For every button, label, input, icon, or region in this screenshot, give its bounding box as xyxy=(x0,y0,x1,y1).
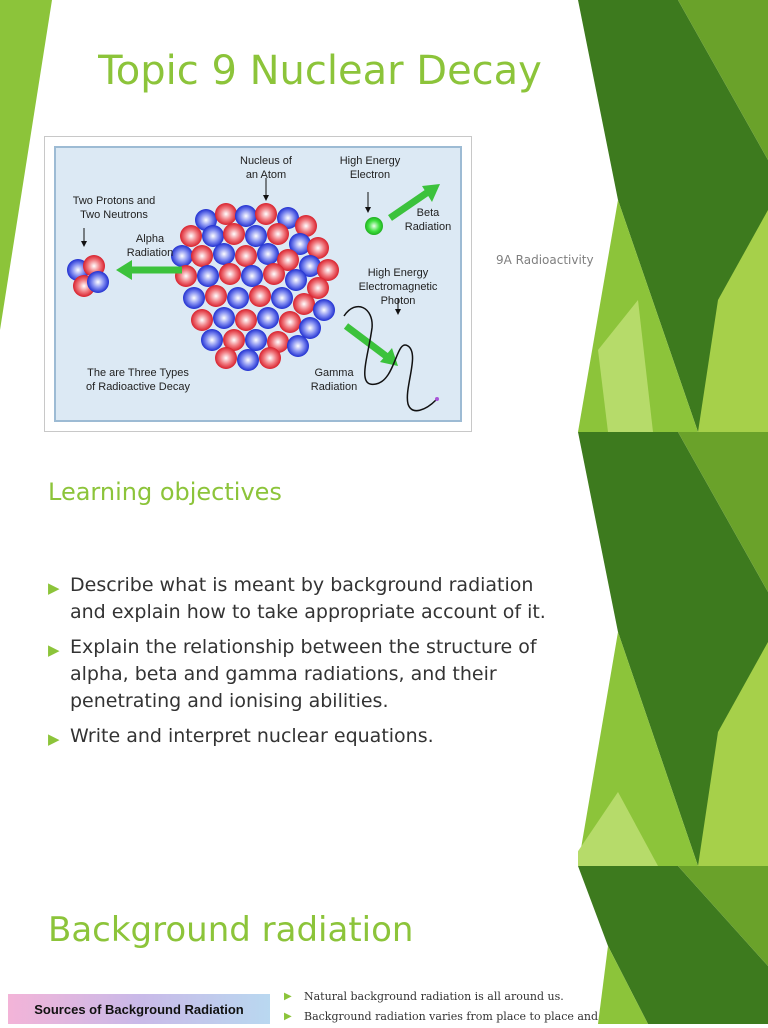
list-item xyxy=(284,1008,604,1026)
slide-subtitle: 9A Radioactivity xyxy=(496,253,594,267)
objective-text: Describe what is meant by background radiation and explain how to take appropriate account of it. xyxy=(70,574,546,623)
right-green-facets-decoration xyxy=(578,432,768,866)
sources-banner xyxy=(8,994,270,1024)
beta-label: Beta Radiation xyxy=(404,207,452,233)
objective-text: Explain the relationship between the structure of alpha, beta and gamma radiations, and their penetrating and ionising abilities. xyxy=(70,636,537,712)
bullet-text: Natural background radiation is all around us. xyxy=(304,990,564,1003)
alpha-arrow xyxy=(116,260,182,280)
alpha-particle xyxy=(67,255,109,297)
decay-types-label: The are Three Types of Radioactive Decay xyxy=(86,367,190,393)
bullet-text: Background radiation varies from place to place and xyxy=(304,1010,599,1023)
background-radiation-list xyxy=(284,988,604,1028)
diagram-panel xyxy=(54,146,462,422)
slide-title: Background radiation xyxy=(48,910,414,950)
triangle-right-icon: ▶ xyxy=(48,579,60,597)
right-green-facets-decoration xyxy=(578,866,768,1024)
triangle-right-icon: ▶ xyxy=(48,730,60,748)
triangle-right-icon: ▶ xyxy=(48,641,60,659)
electron-label: High Energy Electron xyxy=(339,155,401,181)
gamma-wave-end xyxy=(435,397,439,401)
photon-label: High Energy Electromagnetic Photon xyxy=(358,267,438,307)
list-item xyxy=(48,572,568,626)
objective-text: Write and interpret nuclear equations. xyxy=(70,725,434,747)
radioactive-decay-diagram xyxy=(44,136,472,432)
list-item xyxy=(48,723,568,750)
nucleus-label: Nucleus of an Atom xyxy=(240,155,292,181)
objectives-list xyxy=(48,572,568,758)
list-item xyxy=(284,988,604,1006)
protons-neutrons-label: Two Protons and Two Neutrons xyxy=(72,195,156,221)
slide-topic-9 xyxy=(0,0,768,432)
sources-label: Sources of Background Radiation xyxy=(34,1002,244,1017)
list-item xyxy=(48,634,568,715)
beta-electron xyxy=(365,217,383,235)
gamma-label: Gamma Radiation xyxy=(310,367,358,393)
alpha-label: Alpha Radiation xyxy=(126,233,174,259)
atom-nucleus xyxy=(171,203,339,371)
triangle-right-icon: ▶ xyxy=(284,1011,292,1022)
slide-title: Learning objectives xyxy=(48,478,282,506)
triangle-right-icon: ▶ xyxy=(284,991,292,1002)
slide-title: Topic 9 Nuclear Decay xyxy=(98,48,542,94)
